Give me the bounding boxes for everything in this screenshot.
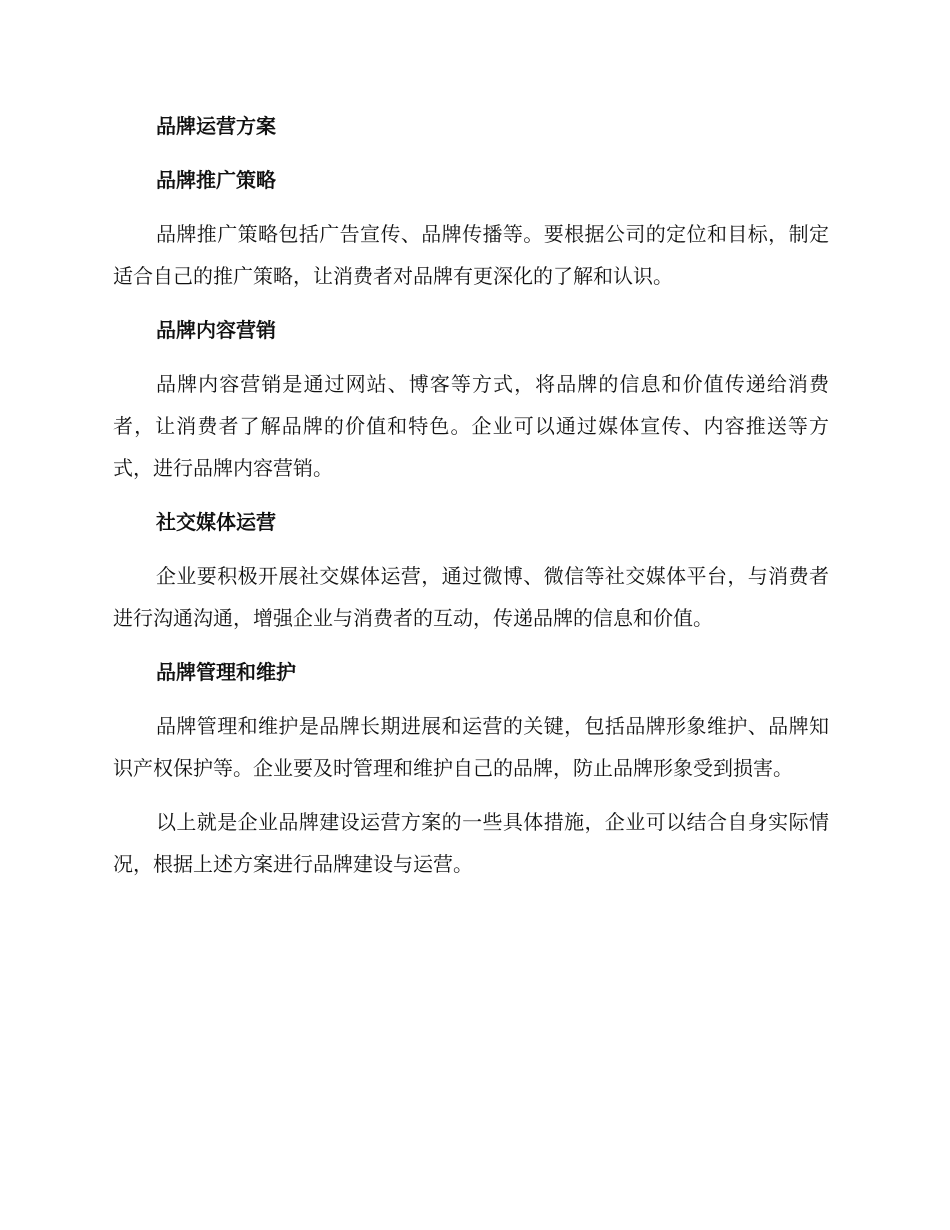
document-title: 品牌运营方案 <box>156 114 276 138</box>
section-body-content-marketing: 品牌内容营销是通过网站、博客等方式，将品牌的信息和价值传递给消费者，让消费者了解品牌的价值和特色。企业可以通过媒体宣传、内容推送等方式，进行品牌内容营销。 <box>113 372 829 480</box>
section-body-brand-management: 品牌管理和维护是品牌长期进展和运营的关键，包括品牌形象维护、品牌知识产权保护等。企业要及时管理和维护自己的品牌，防止品牌形象受到损害。 <box>113 714 829 780</box>
section-body-social-media: 企业要积极开展社交媒体运营，通过微博、微信等社交媒体平台，与消费者进行沟通沟通，增强企业与消费者的互动，传递品牌的信息和价值。 <box>113 564 829 630</box>
section-heading-brand-management: 品牌管理和维护 <box>156 660 296 684</box>
section-heading-social-media: 社交媒体运营 <box>156 510 276 534</box>
section-body-promotion-strategy: 品牌推广策略包括广告宣传、品牌传播等。要根据公司的定位和目标，制定适合自己的推广策略，让消费者对品牌有更深化的了解和认识。 <box>113 222 829 288</box>
document-content <box>113 105 829 897</box>
section-heading-promotion-strategy: 品牌推广策略 <box>156 168 276 192</box>
conclusion-paragraph: 以上就是企业品牌建设运营方案的一些具体措施，企业可以结合自身实际情况，根据上述方案进行品牌建设与运营。 <box>113 810 829 876</box>
section-heading-content-marketing: 品牌内容营销 <box>156 318 276 342</box>
